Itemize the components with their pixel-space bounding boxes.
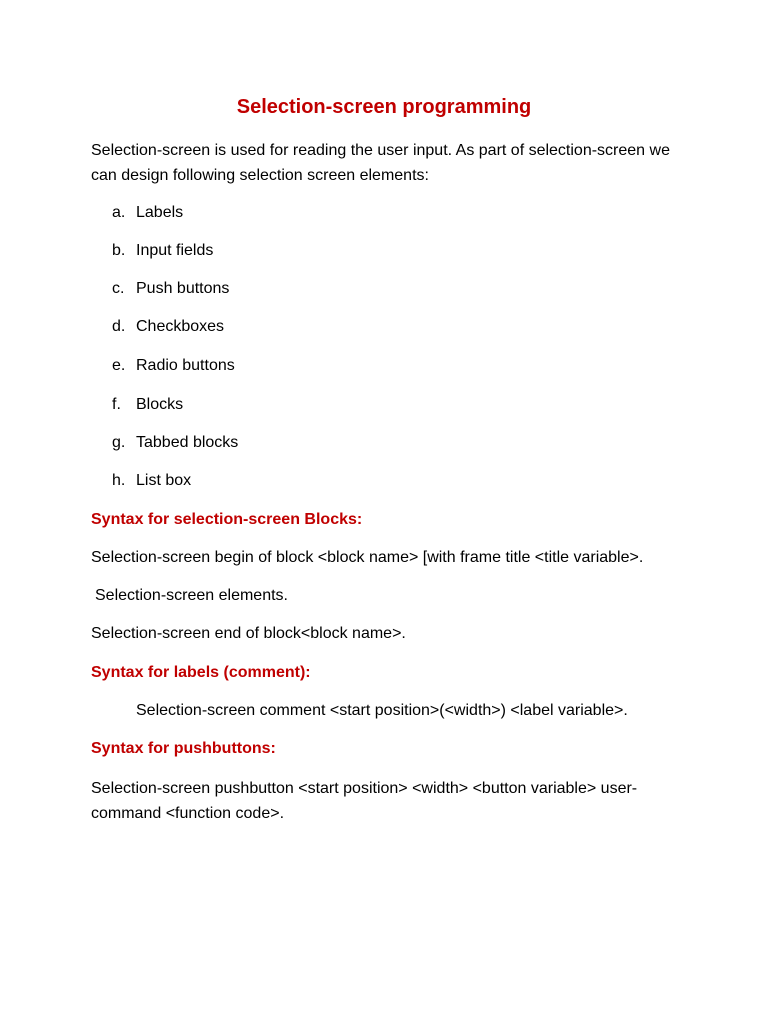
list-item: [112, 432, 238, 454]
blocks-syntax-line-2: Selection-screen elements.: [95, 587, 288, 604]
intro-paragraph: [91, 138, 691, 188]
intro-line-2: can design following selection screen elements:: [91, 167, 429, 184]
pushbuttons-syntax-heading: Syntax for pushbuttons:: [91, 740, 276, 757]
blocks-syntax-heading: Syntax for selection-screen Blocks:: [91, 511, 363, 528]
blocks-syntax-line-1: Selection-screen begin of block <block name> [with frame title <title variable>.: [91, 549, 644, 566]
list-item-label: Checkboxes: [136, 318, 225, 335]
list-marker: f.: [112, 396, 121, 413]
pushbuttons-syntax-line-1: Selection-screen pushbutton <start position> <width> <button variable> user-: [91, 780, 638, 797]
blocks-syntax-line-3: Selection-screen end of block<block name>.: [91, 625, 406, 642]
list-item-label: Push buttons: [136, 280, 230, 297]
list-item: [112, 355, 235, 377]
labels-syntax-heading: Syntax for labels (comment):: [91, 664, 311, 681]
list-item-label: Labels: [136, 204, 184, 221]
list-item-label: Input fields: [136, 242, 214, 259]
list-marker: h.: [112, 472, 126, 489]
intro-line-1: Selection-screen is used for reading the user input. As part of selection-screen we: [91, 142, 670, 159]
list-marker: e.: [112, 357, 126, 374]
list-item: [112, 202, 183, 224]
list-marker: b.: [112, 242, 126, 259]
list-marker: d.: [112, 318, 126, 335]
page-title: Selection-screen programming: [236, 96, 532, 118]
list-item: [112, 470, 191, 492]
list-item-label: List box: [136, 472, 192, 489]
list-item: [112, 394, 183, 416]
list-marker: a.: [112, 204, 126, 221]
list-item-label: Tabbed blocks: [136, 434, 239, 451]
list-item: [112, 278, 229, 300]
pushbuttons-syntax-paragraph: [91, 776, 691, 826]
list-item-label: Blocks: [136, 396, 184, 413]
labels-syntax-line: Selection-screen comment <start position>(<width>) <label variable>.: [136, 702, 628, 719]
pushbuttons-syntax-line-2: command <function code>.: [91, 805, 285, 822]
list-marker: c.: [112, 280, 125, 297]
list-item: [112, 240, 213, 262]
list-item: [112, 316, 224, 338]
list-item-label: Radio buttons: [136, 357, 235, 374]
list-marker: g.: [112, 434, 126, 451]
